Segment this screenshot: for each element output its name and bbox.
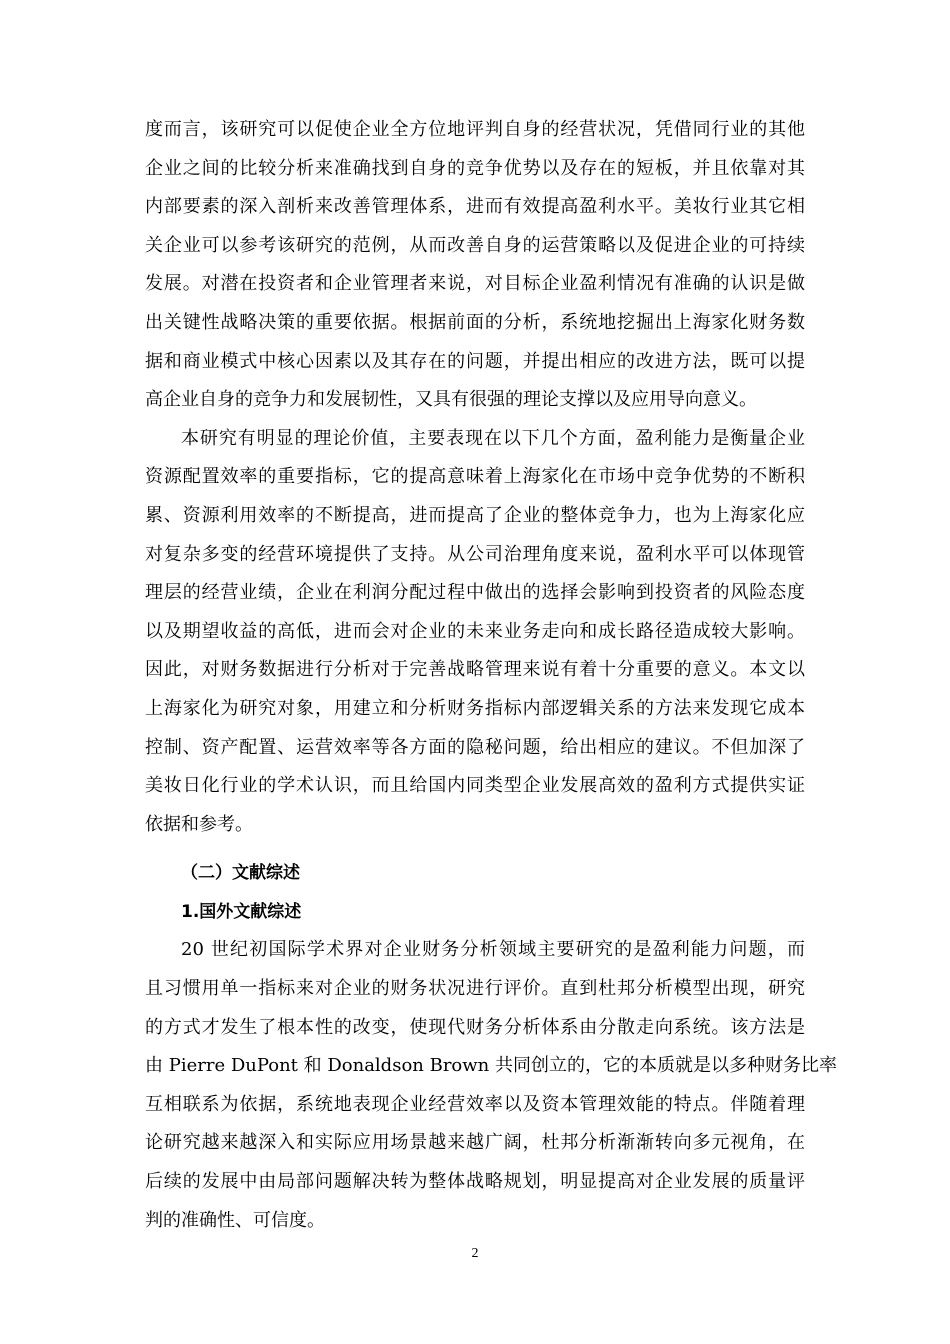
text-line: 高企业自身的竞争力和发展韧性，又具有很强的理论支撑以及应用导向意义。 xyxy=(145,389,757,411)
text-line: 以及期望收益的高低，进而会对企业的未来业务走向和成长路径造成较大影响。 xyxy=(145,620,805,642)
text-line: 对复杂多变的经营环境提供了支持。从公司治理角度来说，盈利水平可以体现管 xyxy=(145,543,805,565)
paragraph-3 xyxy=(145,931,837,1240)
text-line: 美妆日化行业的学术认识，而且给国内同类型企业发展高效的盈利方式提供实证 xyxy=(145,775,805,797)
text-line: 企业之间的比较分析来准确找到自身的竞争优势以及存在的短板，并且依靠对其 xyxy=(145,157,805,179)
text-line: 且习惯用单一指标来对企业的财务状况进行评价。直到杜邦分析模型出现，研究 xyxy=(145,978,805,1000)
text-line: 因此，对财务数据进行分析对于完善战略管理来说有着十分重要的意义。本文以 xyxy=(145,659,805,681)
document-page xyxy=(145,111,837,1240)
text-line: 度而言，该研究可以促使企业全方位地评判自身的经营状况，凭借同行业的其他 xyxy=(145,119,805,140)
text-line: 由 Pierre DuPont 和 Donaldson Brown 共同创立的，它的本质就是以多种财务比率 xyxy=(145,1055,837,1077)
subsection-heading: 1.国外文献综述 xyxy=(181,901,302,922)
text-line: 依据和参考。 xyxy=(145,813,253,835)
text-line: 互相联系为依据，系统地表现企业经营效率以及资本管理效能的特点。伴随着理 xyxy=(145,1093,805,1115)
text-line: 本研究有明显的理论价值，主要表现在以下几个方面，盈利能力是衡量企业 xyxy=(181,427,805,449)
text-line: 资源配置效率的重要指标，它的提高意味着上海家化在市场中竞争优势的不断积 xyxy=(145,466,805,488)
text-line: 出关键性战略决策的重要依据。根据前面的分析，系统地挖掘出上海家化财务数 xyxy=(145,311,805,333)
text-line: 判的准确性、可信度。 xyxy=(145,1209,325,1231)
text-line: 累、资源利用效率的不断提高，进而提高了企业的整体竞争力，也为上海家化应 xyxy=(145,504,805,526)
paragraph-1 xyxy=(145,111,805,420)
text-line: 控制、资产配置、运营效率等各方面的隐秘问题，给出相应的建议。不但加深了 xyxy=(145,736,805,758)
text-line: 的方式才发生了根本性的改变，使现代财务分析体系由分散走向系统。该方法是 xyxy=(145,1016,805,1038)
text-line: 论研究越来越深入和实际应用场景越来越广阔，杜邦分析渐渐转向多元视角，在 xyxy=(145,1132,805,1154)
section-heading: （二）文献综述 xyxy=(181,863,300,884)
page-number: 2 xyxy=(471,1246,479,1261)
text-line: 后续的发展中由局部问题解决转为整体战略规划，明显提高对企业发展的质量评 xyxy=(145,1171,805,1193)
text-line: 20 世纪初国际学术界对企业财务分析领域主要研究的是盈利能力问题，而 xyxy=(181,939,805,961)
text-line: 关企业可以参考该研究的范例，从而改善自身的运营策略以及促进企业的可持续 xyxy=(145,234,805,256)
text-line: 内部要素的深入剖析来改善管理体系，进而有效提高盈利水平。美妆行业其它相 xyxy=(145,196,805,218)
text-line: 理层的经营业绩，企业在利润分配过程中做出的选择会影响到投资者的风险态度 xyxy=(145,582,805,604)
text-line: 上海家化为研究对象，用建立和分析财务指标内部逻辑关系的方法来发现它成本 xyxy=(145,697,805,719)
text-line: 据和商业模式中核心因素以及其存在的问题，并提出相应的改进方法，既可以提 xyxy=(145,350,805,372)
text-line: 发展。对潜在投资者和企业管理者来说，对目标企业盈利情况有准确的认识是做 xyxy=(145,273,805,295)
paragraph-2 xyxy=(145,420,805,845)
